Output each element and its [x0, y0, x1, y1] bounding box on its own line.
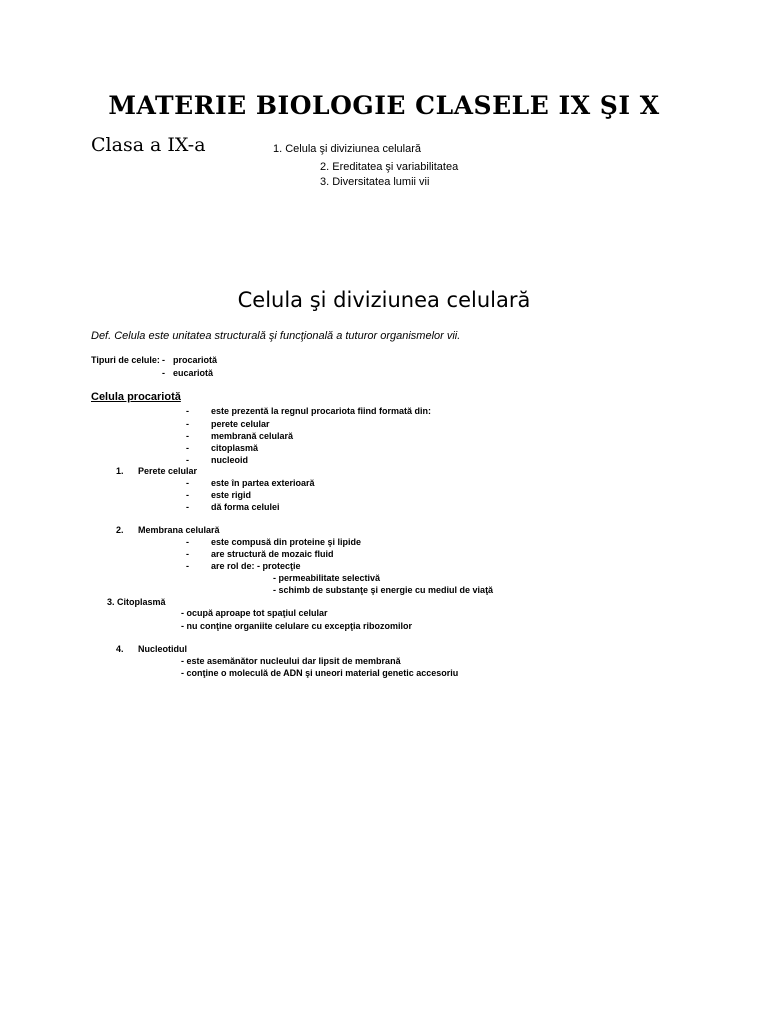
section-title: Membrana celulară — [138, 525, 220, 535]
list-item: are structură de mozaic fluid — [211, 549, 334, 559]
list-dash: - — [186, 561, 189, 571]
list-subitem: - permeabilitate selectivă — [273, 573, 381, 583]
toc-item-3: 3. Diversitatea lumii vii — [320, 176, 430, 188]
list-dash: - — [186, 502, 189, 512]
list-item: este compusă din proteine şi lipide — [211, 537, 362, 547]
list-item: are rol de: - protecţie — [211, 561, 301, 571]
list-item: perete celular — [211, 419, 270, 429]
list-dash: - — [186, 406, 189, 416]
list-item: - conţine o moleculă de ADN şi uneori material genetic accesoriu — [181, 668, 459, 678]
cell-type-procariota: procariotă — [173, 355, 218, 365]
section-title: Nucleotidul — [138, 644, 187, 654]
toc-item-1: 1. Celula şi diviziunea celulară — [273, 143, 421, 155]
list-dash: - — [186, 490, 189, 500]
list-dash: - — [186, 549, 189, 559]
list-item: dă forma celulei — [211, 502, 280, 512]
procariota-heading: Celula procariotă — [91, 391, 181, 403]
document-title: MATERIE BIOLOGIE CLASELE IX ŞI X — [108, 91, 660, 120]
class-label: Clasa a IX-a — [91, 134, 206, 156]
list-subitem: - schimb de substanţe şi energie cu mediul de viaţă — [273, 585, 494, 595]
section-heading: Celula şi diviziunea celulară — [237, 288, 531, 312]
list-dash: - — [186, 431, 189, 441]
cell-type-eucariota: eucariotă — [173, 368, 214, 378]
section-number: 4. — [116, 644, 124, 654]
list-item: - este asemănător nucleului dar lipsit de membrană — [181, 656, 401, 666]
list-dash: - — [186, 537, 189, 547]
toc-item-2: 2. Ereditatea şi variabilitatea — [320, 161, 459, 173]
list-dash: - — [186, 419, 189, 429]
section-title: 3. Citoplasmă — [107, 597, 166, 607]
list-item: - ocupă aproape tot spaţiul celular — [181, 608, 328, 618]
list-dash: - — [186, 455, 189, 465]
section-title: Perete celular — [138, 466, 198, 476]
list-dash: - — [186, 443, 189, 453]
list-item: este prezentă la regnul procariota fiind formată din: — [211, 406, 432, 416]
list-item: membrană celulară — [211, 431, 294, 441]
section-number: 1. — [116, 466, 124, 476]
cell-types-label: Tipuri de celule: — [91, 355, 160, 365]
list-item: nucleoid — [211, 455, 249, 465]
list-item: este în partea exterioară — [211, 478, 315, 488]
cell-types-dash: - — [162, 355, 165, 365]
list-item: - nu conţine organiite celulare cu excepţia ribozomilor — [181, 621, 413, 631]
list-dash: - — [186, 478, 189, 488]
section-number: 2. — [116, 525, 124, 535]
list-item: este rigid — [211, 490, 252, 500]
list-item: citoplasmă — [211, 443, 259, 453]
definition-text: Def. Celula este unitatea structurală şi funcţională a tuturor organismelor vii. — [91, 330, 461, 342]
cell-types-dash: - — [162, 368, 165, 378]
